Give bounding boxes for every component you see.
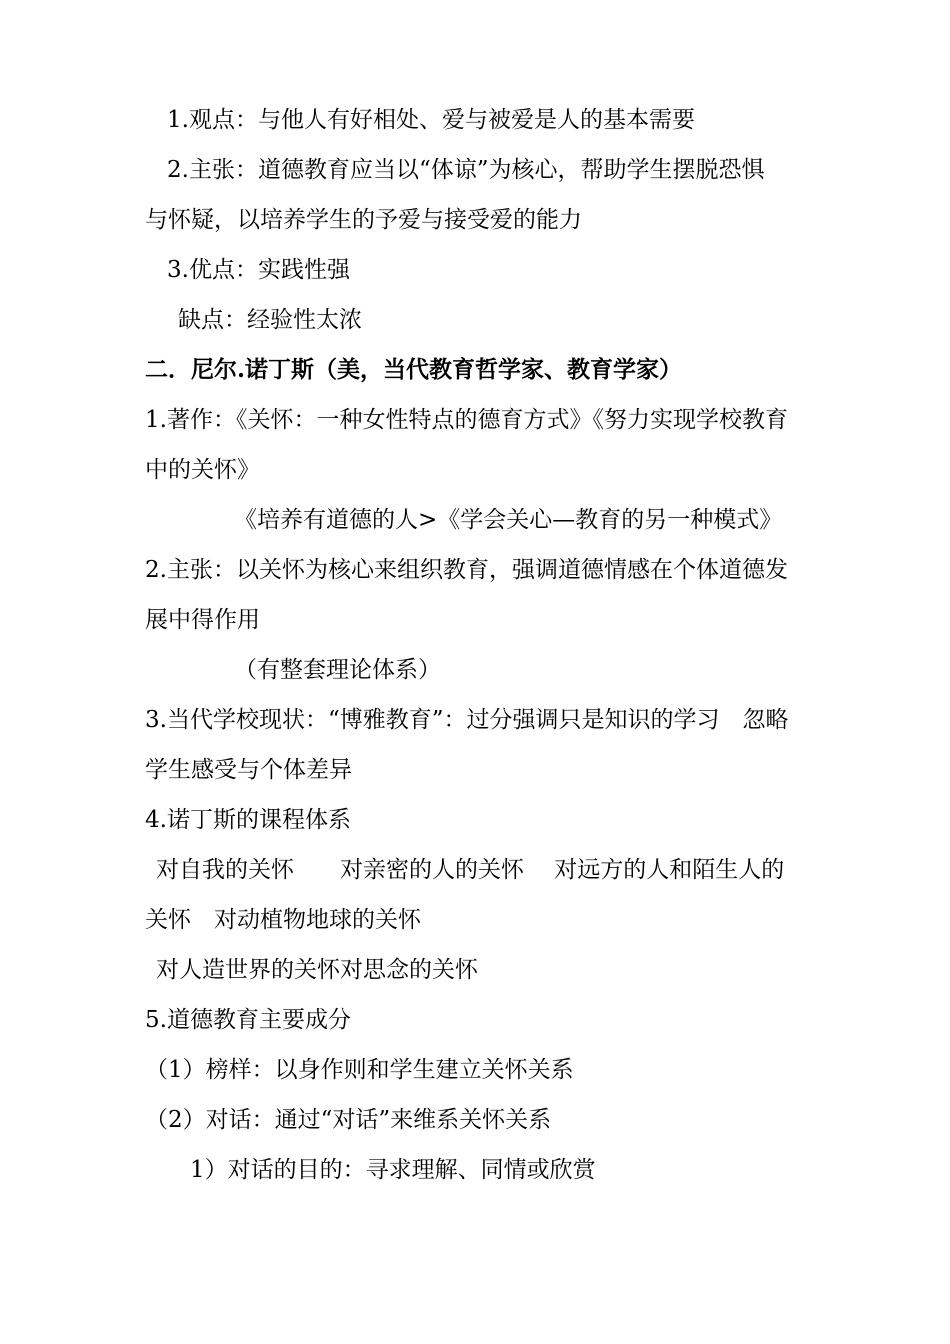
paragraph-line: 2.主张：以关怀为核心来组织教育，强调道德情感在个体道德发	[145, 557, 788, 583]
paragraph-line: 缺点：经验性太浓	[178, 307, 362, 333]
paragraph-line: 1）对话的目的：寻求理解、同情或欣赏	[190, 1157, 596, 1183]
section-heading: 二．尼尔.诺丁斯（美，当代教育哲学家、教育学家）	[145, 356, 683, 383]
paragraph-line: 关怀 对动植物地球的关怀	[145, 907, 421, 933]
paragraph-line: 学生感受与个体差异	[145, 757, 352, 783]
paragraph-line: 1.著作：《关怀：一种女性特点的德育方式》《努力实现学校教育	[145, 407, 788, 433]
paragraph-line: 展中得作用	[145, 607, 260, 633]
paragraph-line: （有整套理论体系）	[234, 657, 441, 683]
paragraph-line: 对自我的关怀 对亲密的人的关怀 对远方的人和陌生人的	[156, 857, 785, 883]
paragraph-line: 4.诺丁斯的课程体系	[145, 807, 351, 833]
paragraph-line: （2）对话：通过“对话”来维系关怀关系	[145, 1107, 552, 1133]
paragraph-line: 对人造世界的关怀对思念的关怀	[156, 957, 478, 983]
paragraph-line: 《培养有道德的人>《学会关心—教育的另一种模式》	[234, 507, 783, 533]
paragraph-line: （1）榜样：以身作则和学生建立关怀关系	[145, 1057, 574, 1083]
paragraph-line: 中的关怀》	[145, 457, 260, 483]
paragraph-line: 5.道德教育主要成分	[145, 1007, 351, 1033]
paragraph-line: 3.优点：实践性强	[167, 257, 350, 283]
paragraph-line: 与怀疑，以培养学生的予爱与接受爱的能力	[145, 207, 582, 233]
paragraph-line: 3.当代学校现状：“博雅教育”：过分强调只是知识的学习 忽略	[145, 707, 789, 733]
paragraph-line: 1.观点：与他人有好相处、爱与被爱是人的基本需要	[167, 107, 695, 133]
paragraph-line: 2.主张：道德教育应当以“体谅”为核心，帮助学生摆脱恐惧	[167, 157, 765, 183]
